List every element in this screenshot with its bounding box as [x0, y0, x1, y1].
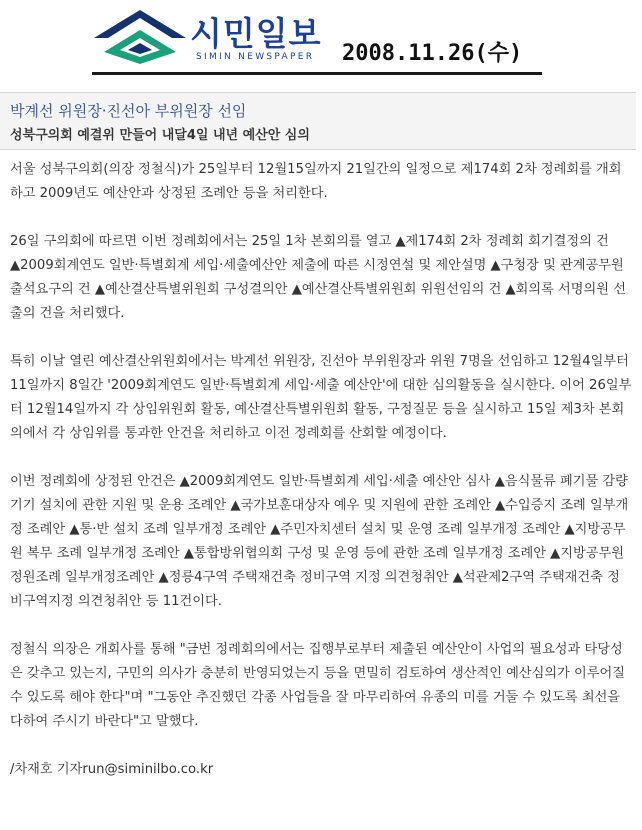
pyramid-emblem-icon — [92, 8, 188, 66]
headline-box — [0, 92, 636, 150]
masthead — [0, 0, 642, 82]
reporter-byline: /차재호 기자run@siminilbo.co.kr — [10, 762, 214, 777]
article-headline: 박계선 위원장·진선아 부위원장 선임 — [10, 102, 247, 120]
article-paragraph: 서울 성북구의회(의장 정철식)가 25일부터 12월15일까지 21일간의 일정으로 제174회 2차 정례회를 개회하고 2009년도 예산안과 상정된 조례안 등을 처리한다. — [10, 162, 622, 201]
article-paragraph: 26일 구의회에 따르면 이번 정례회에서는 25일 1차 본회의를 열고 ▲제174회 2차 정례회 회기결정의 건 ▲2009회계연도 일반·특별회계 세입·세출예산안 제출에 따른 시정연설 및 제안설명 ▲구청장 및 관계공무원 출석요구의 건 ▲예산결산특별위원회 구성결의안 ▲예산결산특별위원회 위원선임의 건 ▲회의록 서명의원 선출의 건을 처리했다. — [10, 234, 626, 321]
issue-date: 2008.11.26(수) — [342, 41, 523, 66]
article-subheadline: 성북구의회 예결위 만들어 내달4일 내년 예산안 심의 — [10, 128, 310, 143]
article-body — [10, 158, 632, 782]
newspaper-logo-text: 시민일보 — [190, 14, 322, 53]
article-paragraph: 정철식 의장은 개회사를 통해 "금번 정례회의에서는 집행부로부터 제출된 예산안이 사업의 필요성과 타당성은 갖추고 있는지, 구민의 의사가 충분히 반영되었는지 등을 면밀히 검토하여 생산적인 예산심의가 이루어질 수 있도록 해야 한다"며 "그동안 추진했던 각종 사업들을 잘 마무리하여 유종의 미를 거둘 수 있도록 최선을 다하여 주시기 바란다"고 말했다. — [10, 642, 626, 729]
masthead-divider — [92, 72, 542, 75]
newspaper-logo-subtitle: SIMIN NEWSPAPER — [196, 52, 315, 62]
article-paragraph: 특히 이날 열린 예산결산위원회에서는 박계선 위원장, 진선아 부위원장과 위원 7명을 선임하고 12월4일부터 11일까지 8일간 '2009회계연도 일반·특별회계 세입·세출 예산안'에 대한 심의활동을 실시한다. 이어 26일부터 12월14일까지 각 상임위원회 활동, 예산결산특별위원회 활동, 구정질문 등을 실시하고 15일 제3차 본회의에서 각 상임위를 통과한 안건을 처리하고 이전 정례회를 산회할 예정이다. — [10, 354, 632, 441]
article-paragraph: 이번 정례회에 상정된 안건은 ▲2009회계연도 일반·특별회계 세입·세출 예산안 심사 ▲음식물류 폐기물 감량기기 설치에 관한 지원 및 운용 조례안 ▲국가보훈대상자 예우 및 지원에 관한 조례안 ▲수입증지 조례 일부개정 조례안 ▲통·반 설치 조례 일부개정 조례안 ▲주민자치센터 설치 및 운영 조례 일부개정 조례안 ▲지방공무원 복무 조례 일부개정 조례안 ▲통합방위협의회 구성 및 운영 등에 관한 조례 일부개정 조례안 ▲지방공무원 정원조례 일부개정조례안 ▲정릉4구역 주택재건축 정비구역 지정 의견청취안 ▲석관제2구역 주택재건축 정비구역지정 의견청취안 등 11건이다. — [10, 474, 629, 609]
